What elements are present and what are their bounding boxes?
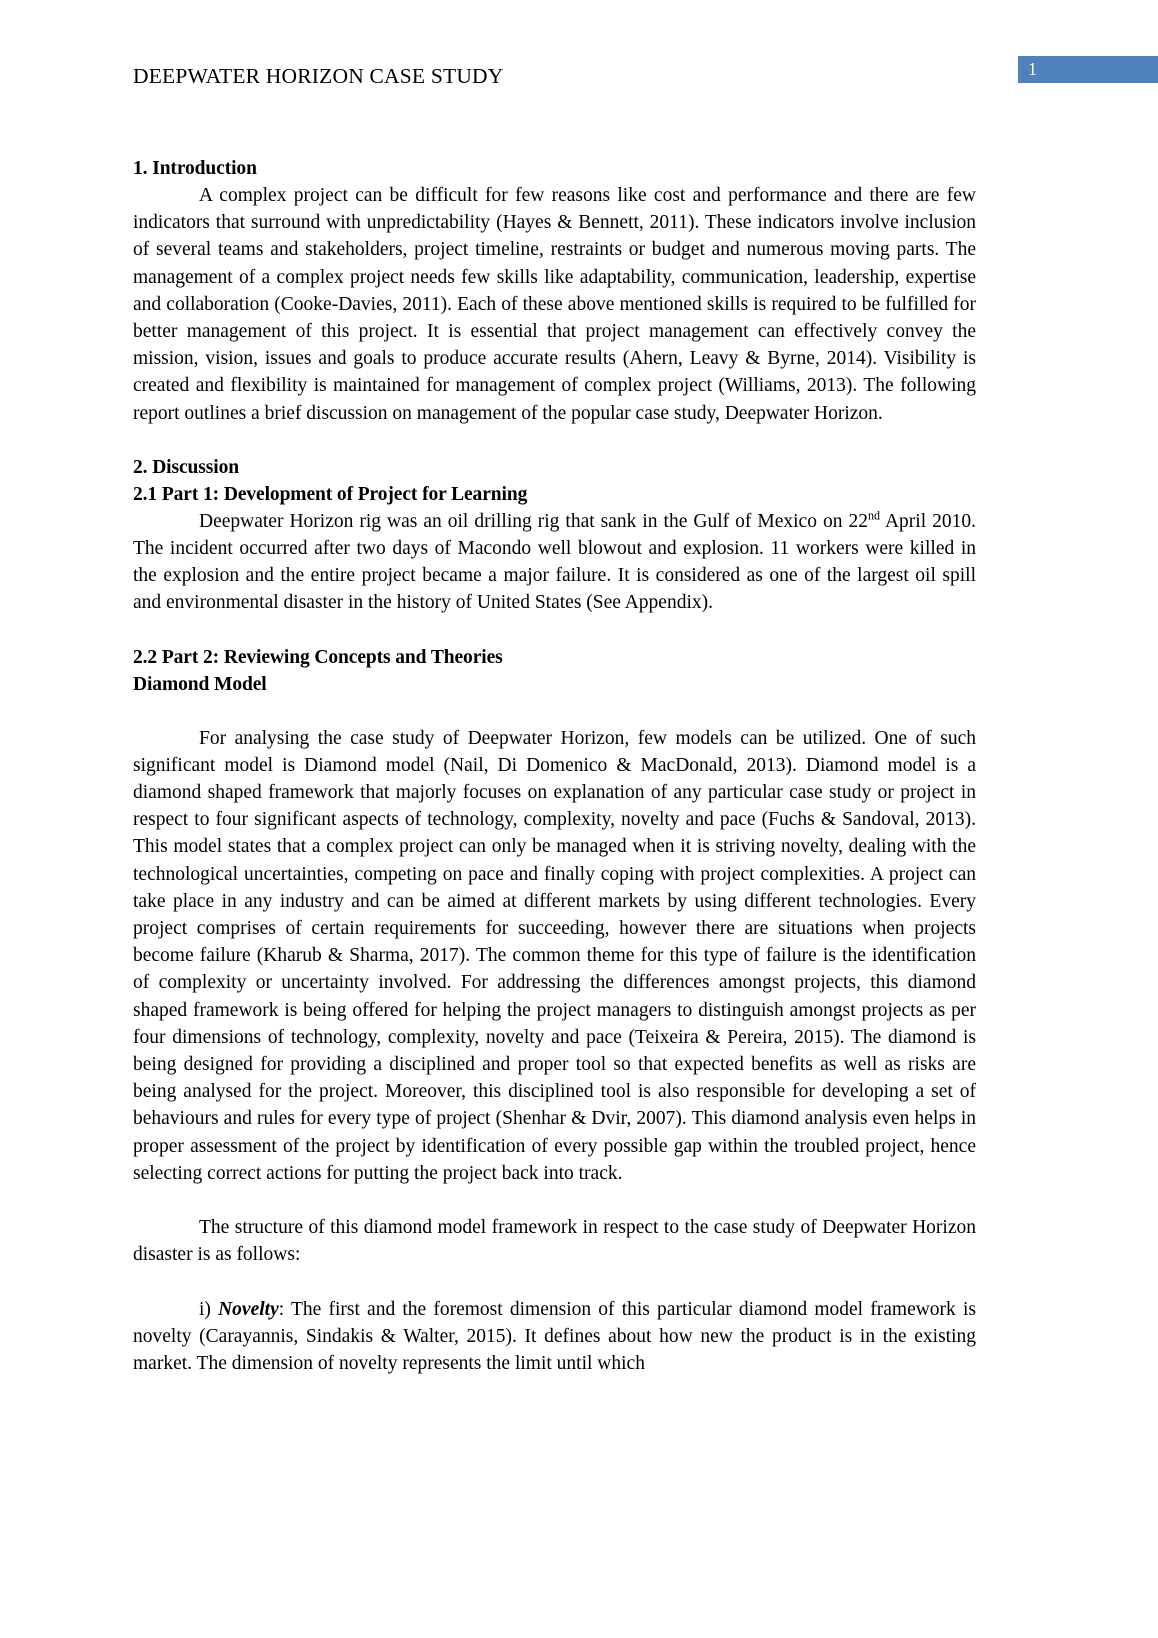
heading-part-1: 2.1 Part 1: Development of Project for Learning [133, 483, 528, 505]
page-number: 1 [1028, 59, 1037, 79]
paragraph-novelty [133, 1296, 976, 1378]
paragraph-diamond-model: For analysing the case study of Deepwater Horizon, few models can be utilized. One of such significant model is Diamond model (Nail, Di Domenico & MacDonald, 2013). Diamond model is a diamond shaped framework that majorly focuses on explanation of any particular case study or project in respect to four significant aspects of technology, complexity, novelty and pace (Fuchs & Sandoval, 2013). This model states that a complex project can only be managed when it is striving novelty, dealing with the technological uncertainties, competing on pace and finally coping with project complexities. A project can take place in any industry and can be aimed at different markets by using different technologies. Every project comprises of certain requirements for succeeding, however there are situations when projects become failure (Kharub & Sharma, 2017). The common theme for this type of failure is the identification of complexity or uncertainty involved. For addressing the differences amongst projects, this diamond shaped framework is being offered for helping the project managers to distinguish amongst projects as per four dimensions of technology, complexity, novelty and pace (Teixeira & Pereira, 2015). The diamond is being designed for providing a disciplined and proper tool so that expected benefits as well as risks are being analysed for the project. Moreover, this disciplined tool is also responsible for developing a set of behaviours and rules for every type of project (Shenhar & Dvir, 2007). This diamond analysis even helps in proper assessment of the project by identification of every possible gap within the troubled project, hence selecting correct actions for putting the project back into track. [133, 727, 976, 1184]
paragraph-introduction: A complex project can be difficult for few reasons like cost and performance and there are few indicators that surround with unpredictability (Hayes & Bennett, 2011). These indicators involve inclusion of several teams and stakeholders, project timeline, restraints or budget and numerous moving parts. The management of a complex project needs few skills like adaptability, communication, leadership, expertise and collaboration (Cooke-Davies, 2011). Each of these above mentioned skills is required to be fulfilled for better management of this project. It is essential that project management can effectively convey the mission, vision, issues and goals to produce accurate results (Ahern, Leavy & Byrne, 2014). Visibility is created and flexibility is maintained for management of complex project (Williams, 2013). The following report outlines a brief discussion on management of the popular case study, Deepwater Horizon. [133, 185, 976, 424]
novelty-body-text: : The first and the foremost dimension of this particular diamond model framework is novelty (Carayannis, Sindakis & Walter, 2015). It defines about how new the product is in the existing market. The dimension of novelty represents the limit until which [133, 1298, 976, 1374]
part1-text-before-superscript: Deepwater Horizon rig was an oil drilling rig that sank in the Gulf of Mexico on 22 [199, 510, 868, 532]
paragraph-structure: The structure of this diamond model framework in respect to the case study of Deepwater Horizon disaster is as follows: [133, 1217, 976, 1266]
part1-text-after-superscript: April 2010. The incident occurred after two days of Macondo well blowout and explosion. 11 workers were killed in the explosion and the entire project became a major failure. It is considered as one of the largest oil spill and environmental disaster in the history of United States (See Appendix). [133, 510, 976, 614]
spacer [133, 1269, 976, 1296]
document-body [133, 155, 976, 1377]
ordinal-superscript: nd [867, 508, 881, 523]
page-number-banner [1018, 56, 1158, 83]
heading-part-2: 2.2 Part 2: Reviewing Concepts and Theories [133, 646, 503, 668]
heading-discussion: 2. Discussion [133, 456, 239, 478]
spacer [133, 698, 976, 725]
running-header-title: DEEPWATER HORIZON CASE STUDY [133, 64, 504, 88]
heading-diamond-model: Diamond Model [133, 673, 267, 695]
list-marker-i: i) [199, 1298, 219, 1320]
term-novelty: Novelty [218, 1298, 279, 1320]
heading-introduction: 1. Introduction [133, 158, 257, 179]
paragraph-part-1 [133, 508, 976, 617]
spacer [133, 617, 976, 644]
spacer [133, 427, 976, 454]
spacer [133, 1187, 976, 1214]
